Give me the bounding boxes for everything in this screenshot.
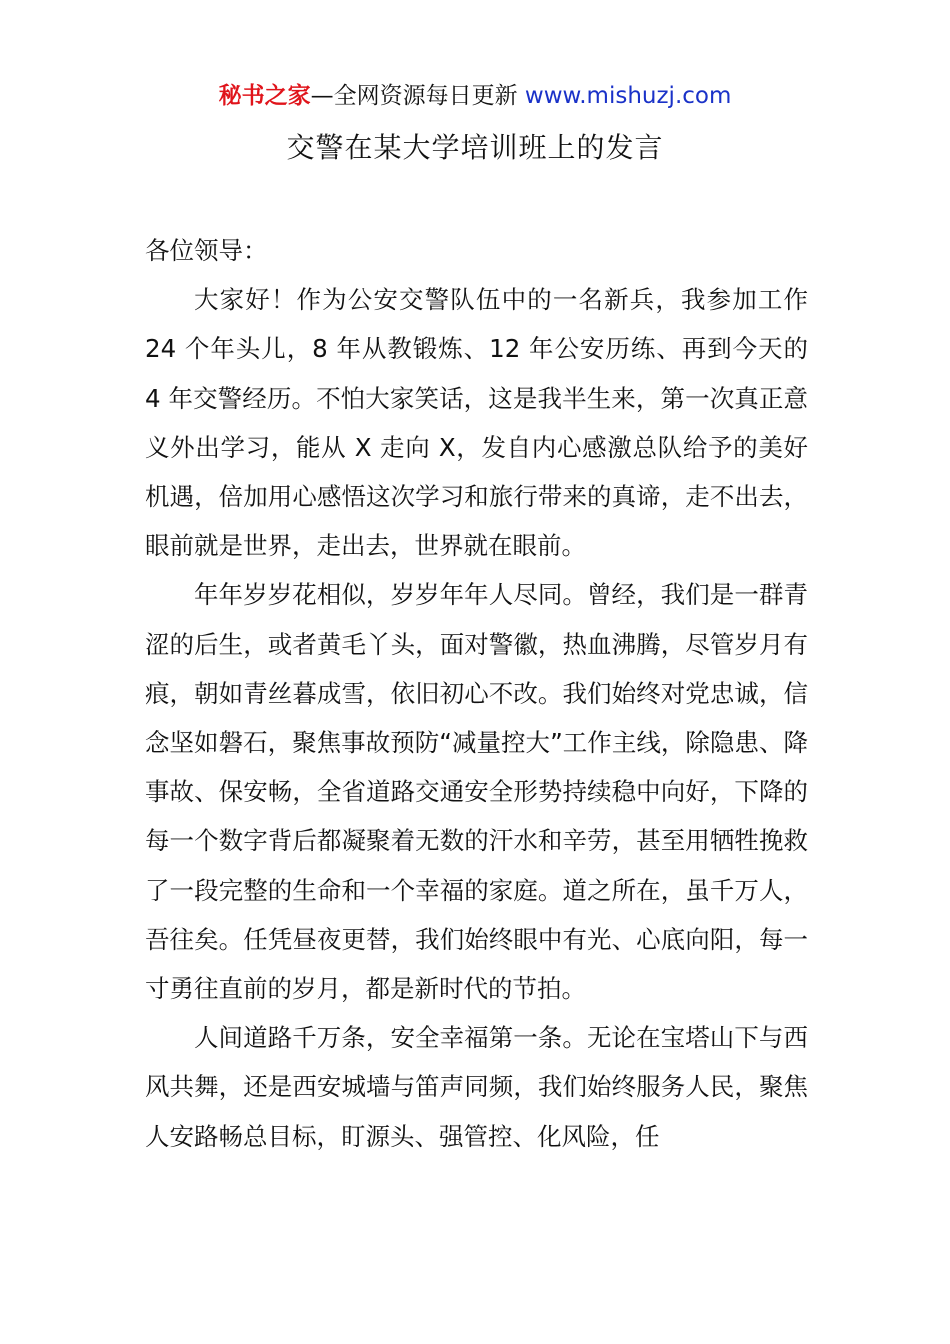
header-tagline: —全网资源每日更新: [310, 83, 525, 109]
document-title: 交警在某大学培训班上的发言: [286, 131, 664, 164]
paragraph-2: 年年岁岁花相似，岁岁年年人尽同。曾经，我们是一群青涩的后生，或者黄毛丫头，面对警徽，热血沸腾，尽管岁月有痕，朝如青丝暮成雪，依旧初心不改。我们始终对党忠诚，信念坚如磐石，聚焦事故预防“减量控大”工作主线，除隐患、降事故、保安畅，全省道路交通安全形势持续稳中向好，下降的每一个数字背后都凝聚着无数的汗水和辛劳，甚至用牺牲挽救了一段完整的生命和一个幸福的家庭。道之所在，虽千万人，吾往矣。任凭昼夜更替，我们始终眼中有光、心底向阳，每一寸勇往直前的岁月，都是新时代的节拍。: [145, 580, 808, 1004]
site-url-link[interactable]: www.mishuzj.com: [524, 83, 732, 109]
paragraph-3: 人间道路千万条，安全幸福第一条。无论在宝塔山下与西风共舞，还是西安城墙与笛声同频，我们始终服务人民，聚焦人安路畅总目标，盯源头、强管控、化风险，任: [145, 1023, 808, 1151]
document-body: [145, 226, 808, 1161]
salutation: 各位领导：: [145, 236, 268, 265]
brand-name: 秘书之家: [218, 83, 311, 109]
site-header: [0, 80, 950, 112]
paragraph-1: 大家好！作为公安交警队伍中的一名新兵，我参加工作 24 个年头儿，8 年从教锻炼、12 年公安历练、再到今天的 4 年交警经历。不怕大家笑话，这是我半生来，第一次真正意义外出学习，能从 X 走向 X，发自内心感激总队给予的美好机遇，倍加用心感悟这次学习和旅行带来的真谛，走不出去，眼前就是世界，走出去，世界就在眼前。: [145, 285, 808, 561]
